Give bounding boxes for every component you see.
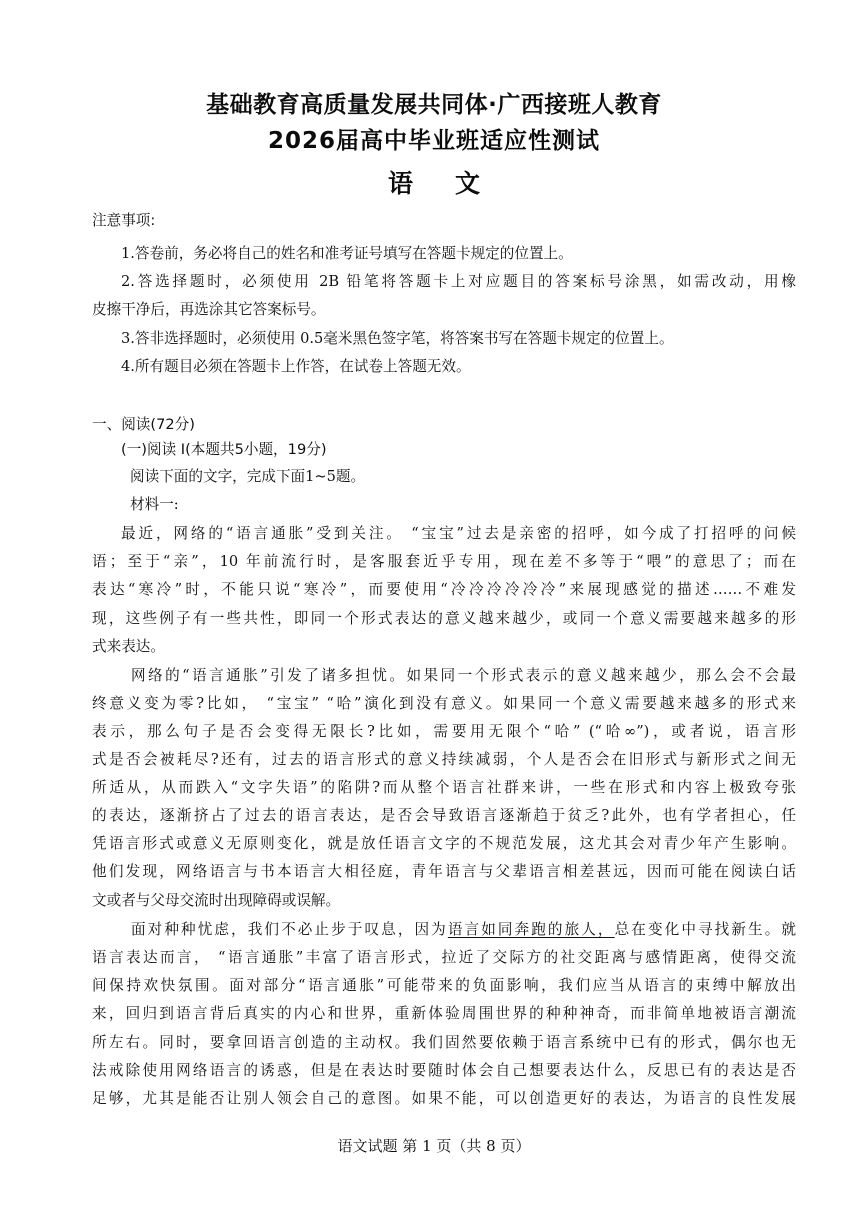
exam-title: 2026届高中毕业班适应性测试 xyxy=(267,128,600,154)
passage-line: 终意义变为零?比如， “宝宝” “哈”演化到没有意义。如果同一个意义需要越来越多的形式来 xyxy=(92,695,796,712)
section-title: 一、阅读(72分) xyxy=(92,416,195,433)
passage-line: 凭语言形式或意义无原则变化，就是放任语言文字的不规范发展，这尤其会对青少年产生影响。 xyxy=(92,835,796,852)
section-subtitle: (一)阅读 I(本题共5小题，19分) xyxy=(121,441,327,458)
passage-line: 语；至于“亲”，10 年前流行时，是客服套近乎专用，现在差不多等于“喂”的意思了；而在 xyxy=(92,553,796,570)
notice-item: 皮擦干净后，再选涂其它答案标号。 xyxy=(92,301,326,318)
passage-line: 足够，尤其是能否让别人领会自己的意图。如果不能，可以创造更好的表达，为语言的良性发展 xyxy=(92,1090,796,1107)
passage-line: 法戒除使用网络语言的诱惑，但是在表达时要随时体会自己想要表达什么，反思已有的表达是否 xyxy=(92,1062,796,1079)
passage-line: 表达“寒冷”时，不能只说“寒冷”，而要使用“冷冷冷冷冷冷”来展现感觉的描述……不难发 xyxy=(92,581,796,598)
passage-line: 表示，那么句子是否会变得无限长?比如，需要用无限个“哈” (“哈∞”)，或者说，语言形 xyxy=(92,723,796,740)
notice-item: 2.答选择题时，必须使用 2B 铅笔将答题卡上对应题目的答案标号涂黑，如需改动，用橡 xyxy=(121,273,796,290)
page-footer: 语文试题 第 1 页（共 8 页） xyxy=(337,1137,531,1155)
passage-line: 间保持欢快氛围。面对部分“语言通胀”可能带来的负面影响，我们应当从语言的束缚中解放出 xyxy=(92,977,796,994)
passage-line: 语言表达而言， “语言通胀”丰富了语言形式，拉近了交际方的社交距离与感情距离，使得交流 xyxy=(92,949,796,966)
passage-line: 网络的“语言通胀”引发了诸多担忧。如果同一个形式表示的意义越来越少，那么会不会最 xyxy=(131,667,796,684)
instruction: 阅读下面的文字，完成下面1~5题。 xyxy=(130,468,366,485)
subject-title: 语文 xyxy=(387,169,522,198)
notice-item: 3.答非选择题时，必须使用 0.5毫米黑色签字笔，将答案书写在答题卡规定的位置上。 xyxy=(121,330,674,347)
underlined-phrase: 语言如同奔跑的旅人， xyxy=(447,921,615,938)
material-label: 材料一: xyxy=(130,496,179,513)
passage-line: 他们发现，网络语言与书本语言大相径庭，青年语言与父辈语言相差甚远，因而可能在阅读白话 xyxy=(92,863,796,880)
notice-title: 注意事项: xyxy=(92,212,156,229)
passage-text: 总在变化中寻找新生。就 xyxy=(614,921,796,938)
passage-text: 面对种种忧虑，我们不必止步于叹息，因为 xyxy=(131,921,448,938)
passage-line: 最近，网络的“语言通胀”受到关注。 “宝宝”过去是亲密的招呼，如今成了打招呼的问候 xyxy=(121,525,796,542)
passage-line: 所适从，从而跌入“文字失语”的陷阱?而从整个语言社群来讲，一些在形式和内容上极致夸张 xyxy=(92,779,796,796)
notice-item: 4.所有题目必须在答题卡上作答，在试卷上答题无效。 xyxy=(121,358,471,375)
passage-line: 现，这些例子有一些共性，即同一个形式表达的意义越来越少，或同一个意义需要越来越多的形 xyxy=(92,610,796,627)
passage-line: 文或者与父母交流时出现障碍或误解。 xyxy=(92,892,341,909)
passage-line: 来，回归到语言背后真实的内心和世界，重新体验周围世界的种种神奇，而非简单地被语言潮流 xyxy=(92,1005,796,1022)
passage-line: 所左右。同时，要拿回语言创造的主动权。我们固然要依赖于语言系统中已有的形式，偶尔也无 xyxy=(92,1034,796,1051)
passage-line: 的表达，逐渐挤占了过去的语言表达，是否会导致语言逐渐趋于贫乏?此外，也有学者担心，任 xyxy=(92,807,796,824)
notice-item: 1.答卷前，务必将自己的姓名和准考证号填写在答题卡规定的位置上。 xyxy=(121,245,573,262)
passage-line xyxy=(131,920,796,940)
passage-line: 式来表达。 xyxy=(92,638,165,655)
exam-org-title: 基础教育高质量发展共同体·广西接班人教育 xyxy=(206,92,662,118)
passage-line: 式是否会被耗尽?还有，过去的语言形式的意义持续减弱，个人是否会在旧形式与新形式之间无 xyxy=(92,751,796,768)
